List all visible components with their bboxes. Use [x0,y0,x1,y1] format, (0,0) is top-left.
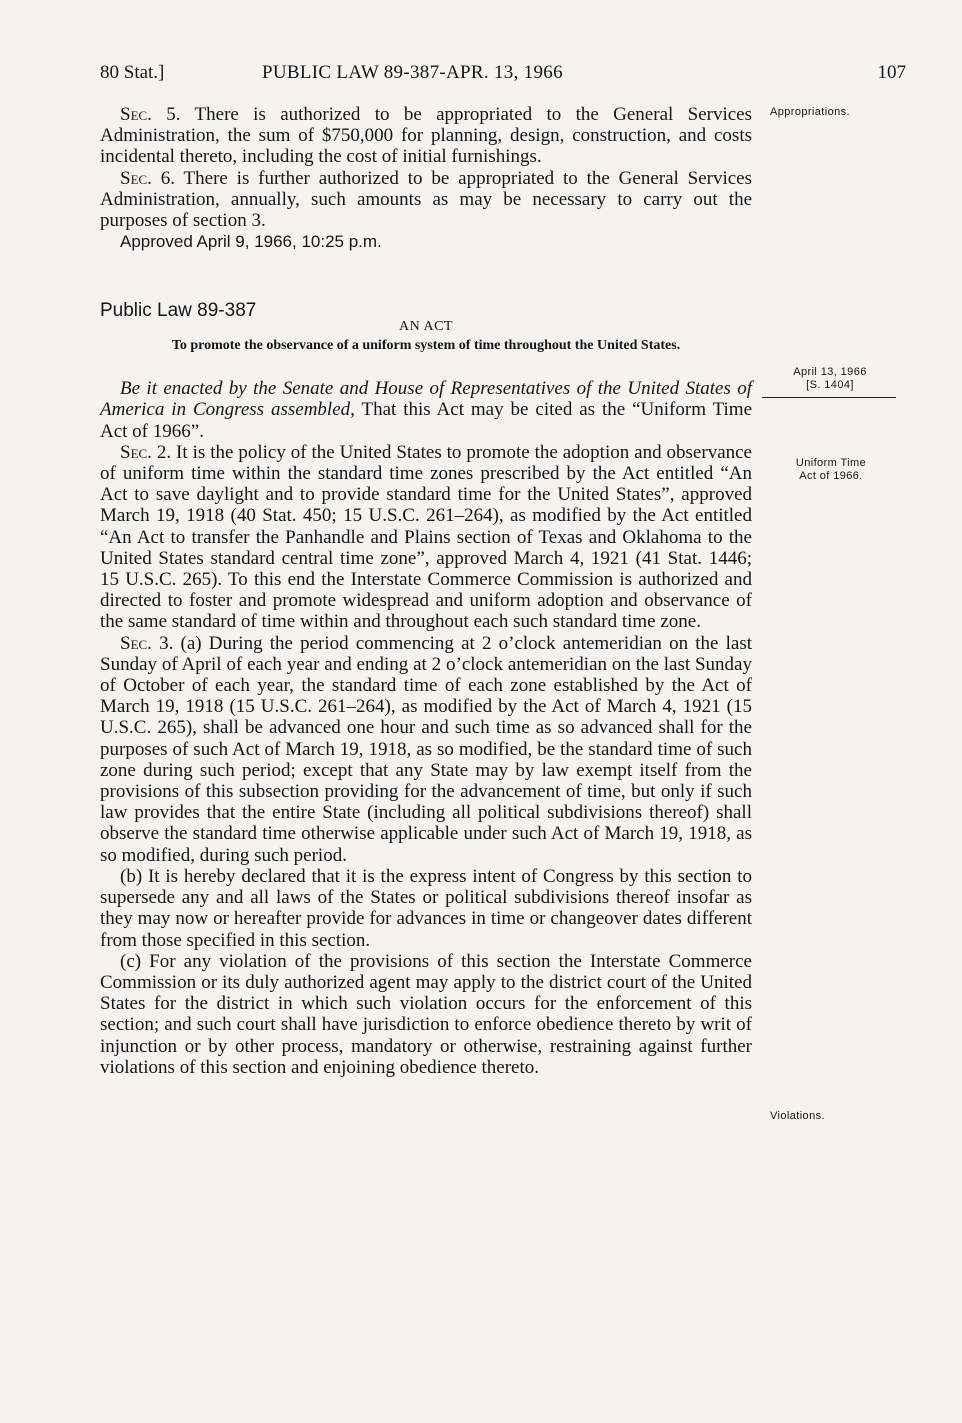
section-label: Sec. 2. [120,441,172,463]
statute-body [100,104,752,1078]
section-text: (a) During the period commencing at 2 o’clock antemeridian on the last Sunday of April of each year and ending at 2 o’clock antemeridian on the last Sunday of October of each year, the standard time of each zone established by the Act of March 19, 1918 (15 U.S.C. 261–264), as modified by the Act of March 4, 1921 (15 U.S.C. 265), shall be advanced one hour and such time as so advanced shall for the purposes of such Act of March 19, 1918, as so modified, be the standard time of such zone during such period; except that any State may by law exempt itself from the provisions of this subsection providing for the advancement of time, but only if such law provides that the entire State (including all political subdivisions thereof) shall observe the standard time otherwise applicable under such Act of March 19, 1918, as so modified, during such period. [100,632,752,866]
enactment-date: April 13, 1966 [793,366,867,378]
margin-note-violations: Violations. [770,1110,825,1122]
page-header [100,62,906,86]
statute-volume: 80 Stat.] [100,62,165,83]
short-title-line-1: Uniform Time [795,457,867,469]
section-3a [100,633,752,866]
public-law-number: Public Law 89-387 [100,300,257,322]
section-label: Sec. 6. [120,167,176,189]
enacting-clause [100,378,752,442]
section-text: There is authorized to be appropriated to the General Services Administration, the sum of $750,000 for planning, design, construction, and costs incidental thereto, including the cost of initial furnishings. [100,104,752,168]
short-title-text: That this Act may be cited as the “Uniform Time Act of 1966”. [100,399,752,442]
margin-note-short-title [768,457,894,483]
section-label: Sec. 3. [120,632,174,654]
section-5 [100,104,752,168]
section-text: It is the policy of the United States to promote the adoption and observance of uniform time within the standard time zones prescribed by the Act entitled “An Act to save daylight and to provide standard time for the United States”, approved March 19, 1918 (40 Stat. 450; 15 U.S.C. 261–264), as modified by the Act entitled “An Act to transfer the Panhandle and Plains section of Texas and Oklahoma to the United States standard central time zone”, approved March 4, 1921 (41 Stat. 1446; 15 U.S.C. 265). To this end the Interstate Commerce Commission is authorized and directed to foster and promote widespread and uniform adoption and observance of the same standard of time within and throughout each such standard time zone. [100,441,752,633]
running-title: PUBLIC LAW 89-387-APR. 13, 1966 [262,62,563,83]
margin-note-date [764,366,896,392]
senate-bill-number: [S. 1404] [806,379,854,391]
short-title-line-2: Act of 1966. [799,470,863,482]
page-number: 107 [877,62,906,83]
section-3c: (c) For any violation of the provisions of this section the Interstate Commerce Commission or its duly authorized agent may apply to the district court of the United States for the district in which such violation occurs for the enforcement of this section; and such court shall have jurisdiction to enforce obedience thereto by writ of injunction or by other process, mandatory or otherwise, restraining against further violations of this section and enjoining obedience thereto. [100,950,752,1078]
act-purpose: To promote the observance of a uniform system of time throughout the United States. [171,338,681,354]
enacting-formula: Be it enacted by the Senate and House of Representatives of the United States of America in Congress assembled, [100,378,752,421]
approval-line: Approved April 9, 1966, 10:25 p.m. [120,232,382,252]
section-3b: (b) It is hereby declared that it is the express intent of Congress by this section to supersede any and all laws of the States or political subdivisions thereof insofar as they may now or hereafter provide for advances in time or changeover dates different from those specified in this section. [100,865,752,951]
an-act-heading: AN ACT [399,319,453,335]
section-text: There is further authorized to be appropriated to the General Services Administration, annually, such amounts as may be necessary to carry out the purposes of section 3. [100,167,752,232]
margin-rule [762,397,896,398]
margin-note-appropriations: Appropriations. [770,106,850,118]
section-label: Sec. 5. [120,104,181,125]
section-2 [100,442,752,633]
section-6 [100,168,752,232]
